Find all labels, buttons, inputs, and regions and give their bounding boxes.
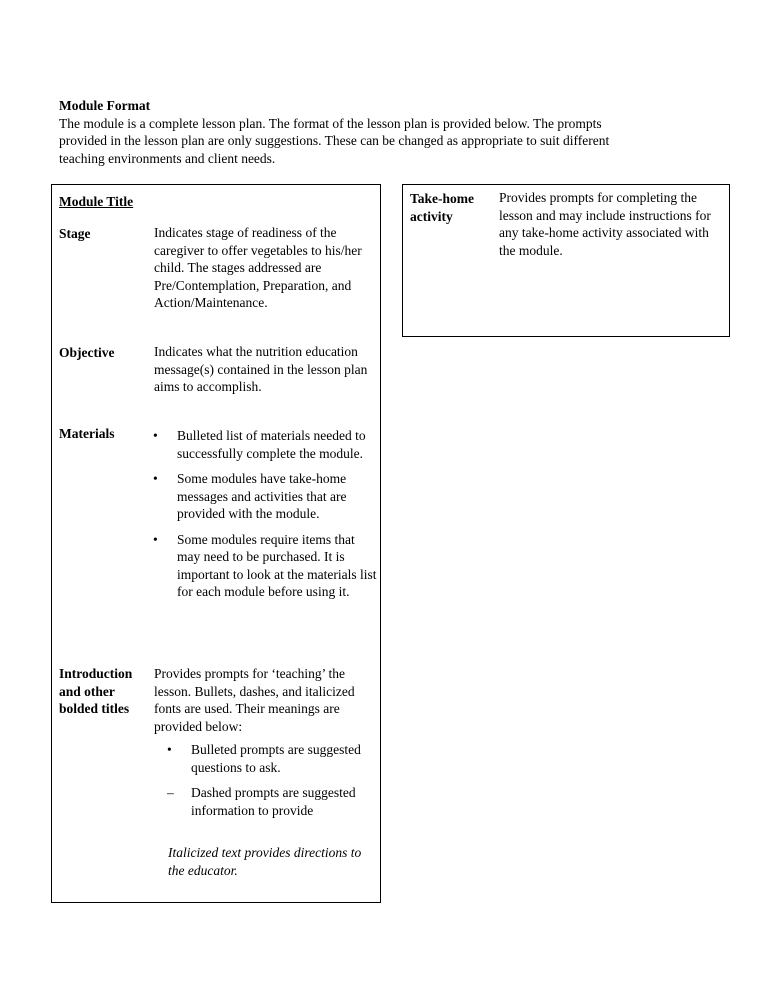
take-home-description: Provides prompts for completing the lesson and may include instructions for any take-home activity associated with the module. [499, 190, 711, 258]
stage-label: Stage [59, 226, 91, 241]
objective-description: Indicates what the nutrition education message(s) contained in the lesson plan aims to accomplish. [154, 344, 368, 394]
take-home-label-line-1: Take-home [410, 191, 475, 206]
take-home-label [410, 190, 474, 225]
intro-line-2: provided in the lesson plan are only suggestions. These can be changed as appropriate to suit different [59, 133, 610, 148]
intro-line-3: teaching environments and client needs. [59, 150, 276, 166]
take-home-label-line-2: activity [410, 208, 453, 224]
stage-description: Indicates stage of readiness of the caregiver to offer vegetables to his/her child. The stages addressed are Pre/Contemplation, Preparation, and Action/Maintenance. [154, 225, 362, 310]
materials-bullet-2: Some modules have take-home messages and activities that are provided with the module. [177, 471, 347, 521]
list-item [153, 427, 377, 462]
bullet-icon: • [153, 428, 158, 443]
dash-icon: – [167, 785, 174, 800]
bulleted-prompt-explanation: Bulleted prompts are suggested questions to ask. [191, 742, 361, 775]
introduction-label-line-2: and other [59, 683, 115, 699]
materials-bullet-3: Some modules require items that may need to be purchased. It is important to look at the materials list for each module before using it. [177, 531, 377, 599]
dashed-prompt-explanation: Dashed prompts are suggested information to provide [191, 785, 356, 818]
introduction-label-line-1: Introduction [59, 666, 133, 681]
materials-bullet-1: Bulleted list of materials needed to successfully complete the module. [177, 428, 366, 461]
introduction-label-line-3: bolded titles [59, 701, 130, 716]
list-item [167, 741, 371, 776]
intro-line-1: The module is a complete lesson plan. The format of the lesson plan is provided below. The prompts [59, 115, 602, 131]
introduction-label [59, 665, 132, 718]
list-item [167, 784, 371, 819]
materials-bullet-list [153, 427, 377, 609]
module-format-heading: Module Format [59, 98, 151, 113]
list-item [153, 470, 377, 523]
bullet-icon: • [153, 471, 158, 486]
introduction-description: Provides prompts for ‘teaching’ the lesson. Bullets, dashes, and italicized fonts are used. Their meanings are provided below: [154, 666, 355, 734]
bullet-icon: • [153, 531, 158, 547]
module-format-intro [59, 97, 699, 167]
objective-label: Objective [59, 345, 115, 360]
bullet-icon: • [167, 742, 172, 757]
list-item [153, 531, 377, 601]
prompt-type-list [167, 741, 371, 827]
italic-text-explanation: Italicized text provides directions to the educator. [168, 845, 362, 878]
module-title-label: Module Title [59, 194, 134, 209]
materials-label: Materials [59, 426, 115, 441]
